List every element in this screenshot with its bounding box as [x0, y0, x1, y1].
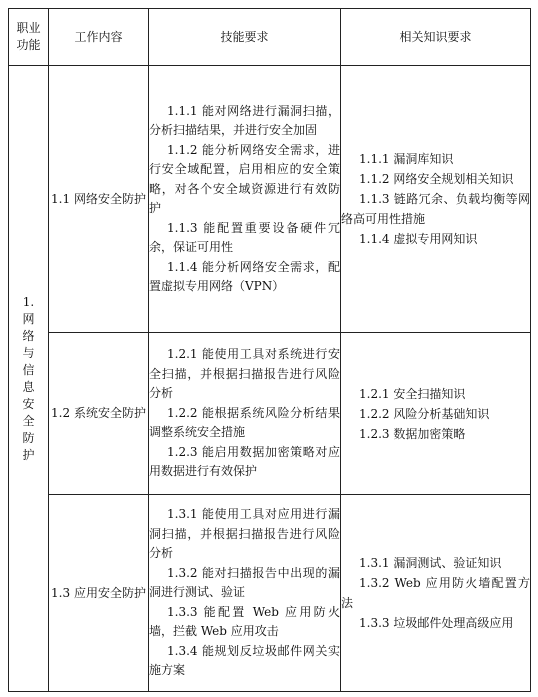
work-content-label: 1.3 应用安全防护 — [51, 585, 146, 600]
knowledge-item: 1.2.3 数据加密策略 — [359, 426, 466, 441]
skills-standard-table — [8, 8, 531, 692]
skill-item: 1.1.4 能分析网络安全需求，配置虚拟专用网络（VPN） — [149, 259, 340, 293]
skill-item: 1.2.1 能使用工具对系统进行安全扫描，并根据扫描报告进行风险分析 — [149, 347, 340, 401]
skills-cell — [149, 66, 341, 333]
header-knowledge-requirements: 相关知识要求 — [341, 9, 531, 66]
knowledge-item: 1.2.2 风险分析基础知识 — [359, 406, 490, 421]
knowledge-item: 1.3.1 漏洞测试、验证知识 — [359, 556, 502, 570]
skill-item: 1.2.3 能启用数据加密策略对应用数据进行有效保护 — [149, 444, 340, 479]
knowledge-item: 1.3.3 垃圾邮件处理高级应用 — [359, 616, 514, 630]
table-row — [9, 333, 531, 495]
skill-item: 1.3.1 能使用工具对应用进行漏洞扫描，并根据扫描报告进行风险分析 — [149, 507, 340, 561]
table-row — [9, 66, 531, 333]
knowledge-item: 1.3.2 Web 应用防火墙配置方法 — [341, 576, 530, 610]
work-content-cell — [49, 66, 149, 333]
header-work-content: 工作内容 — [49, 9, 149, 66]
skills-cell — [149, 333, 341, 495]
function-label: 1. 网络与信息安全防护 — [22, 294, 35, 462]
work-content-cell — [49, 333, 149, 495]
knowledge-cell — [341, 495, 531, 692]
knowledge-item: 1.1.4 虚拟专用网知识 — [359, 232, 478, 246]
skill-item: 1.3.4 能规划反垃圾邮件网关实施方案 — [149, 643, 340, 678]
skill-item: 1.1.3 能配置重要设备硬件冗余，保证可用性 — [149, 220, 340, 254]
skills-cell — [149, 495, 341, 692]
knowledge-cell — [341, 333, 531, 495]
knowledge-item: 1.2.1 安全扫描知识 — [359, 386, 466, 401]
work-content-label: 1.1 网络安全防护 — [51, 191, 146, 206]
work-content-cell — [49, 495, 149, 692]
header-function: 职业功能 — [9, 9, 49, 66]
work-content-label: 1.2 系统安全防护 — [51, 406, 146, 420]
skill-item: 1.3.3 能配置 Web 应用防火墙，拦截 Web 应用攻击 — [149, 604, 340, 639]
knowledge-item: 1.1.2 网络安全规划相关知识 — [359, 172, 514, 186]
skill-item: 1.1.2 能分析网络安全需求，进行安全域配置，启用相应的安全策略，对各个安全域资源进行有效防护 — [149, 142, 340, 215]
table-row — [9, 495, 531, 692]
skill-item: 1.2.2 能根据系统风险分析结果调整系统安全措施 — [149, 405, 340, 440]
skill-item: 1.1.1 能对网络进行漏洞扫描，分析扫描结果，并进行安全加固 — [149, 103, 340, 137]
skill-item: 1.3.2 能对扫描报告中出现的漏洞进行测试、验证 — [149, 565, 340, 600]
table-header-row — [9, 9, 531, 66]
knowledge-item: 1.1.1 漏洞库知识 — [359, 152, 454, 166]
header-skill-requirements: 技能要求 — [149, 9, 341, 66]
knowledge-cell — [341, 66, 531, 333]
knowledge-item: 1.1.3 链路冗余、负载均衡等网络高可用性措施 — [341, 192, 530, 226]
function-cell — [9, 66, 49, 692]
